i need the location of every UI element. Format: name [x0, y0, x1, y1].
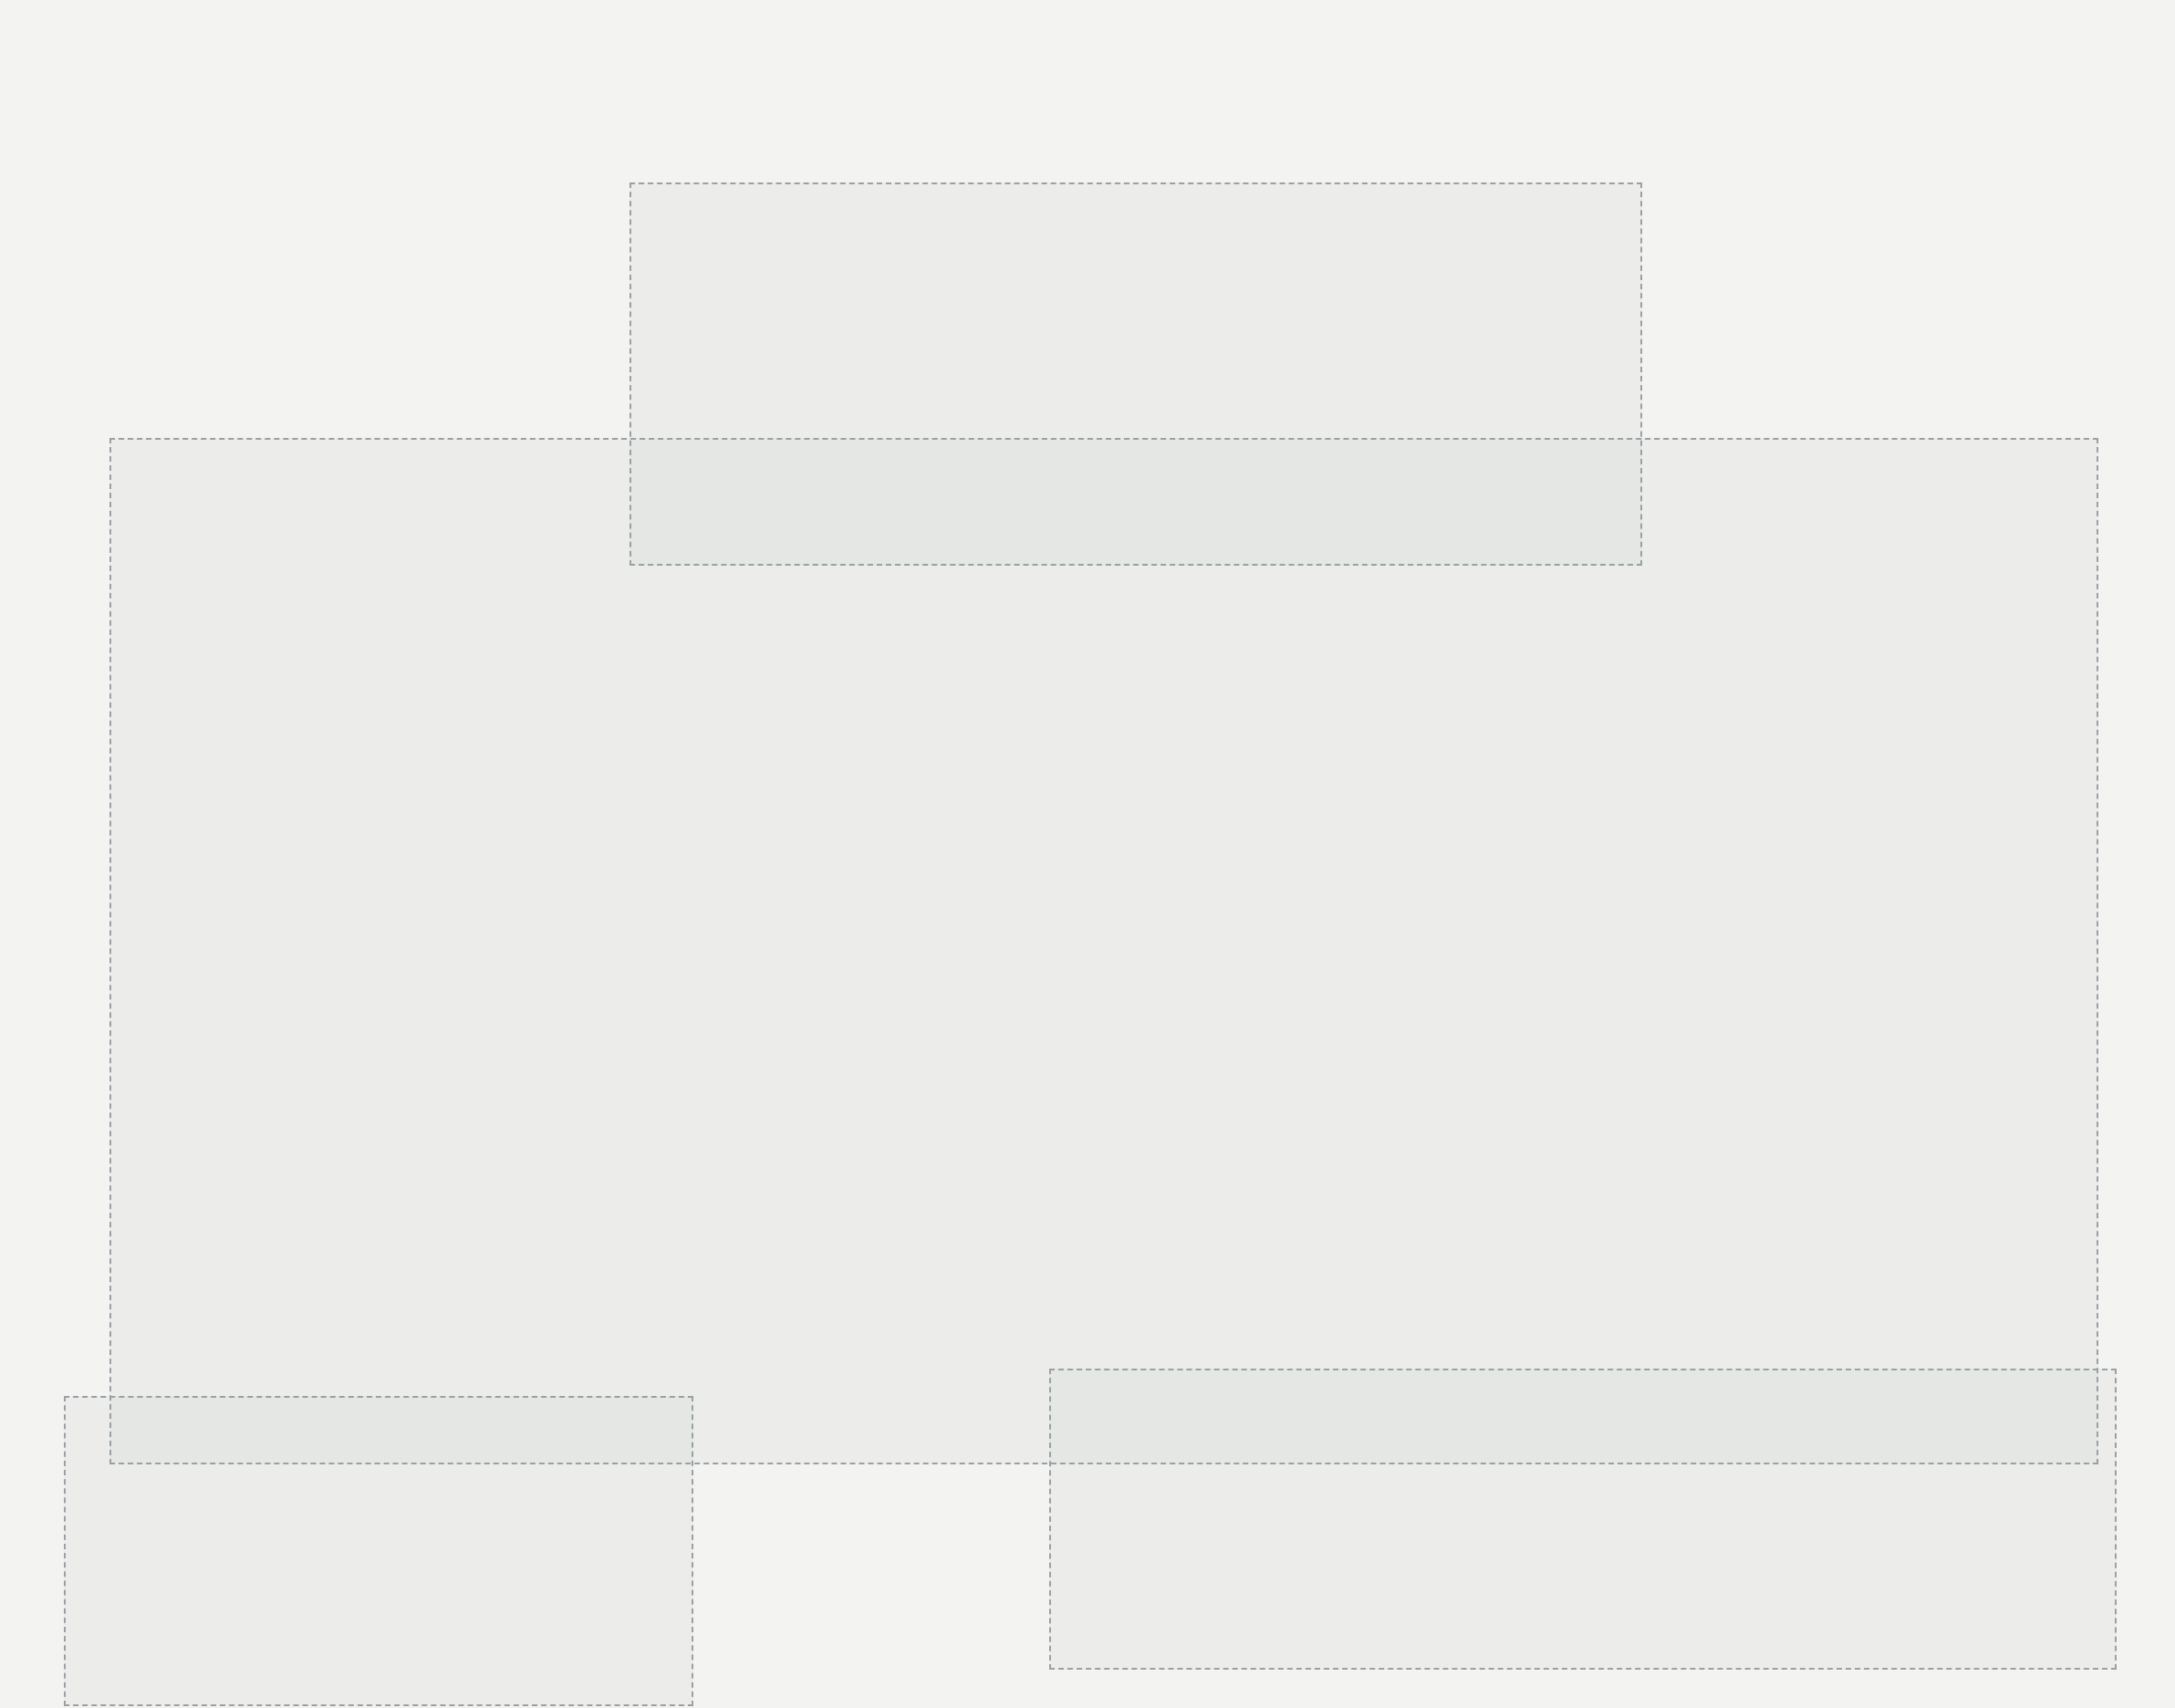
- document-body: [109, 438, 2098, 1464]
- signature-area: [1049, 1369, 2117, 1670]
- stamp-and-signature-area: [64, 1396, 693, 1706]
